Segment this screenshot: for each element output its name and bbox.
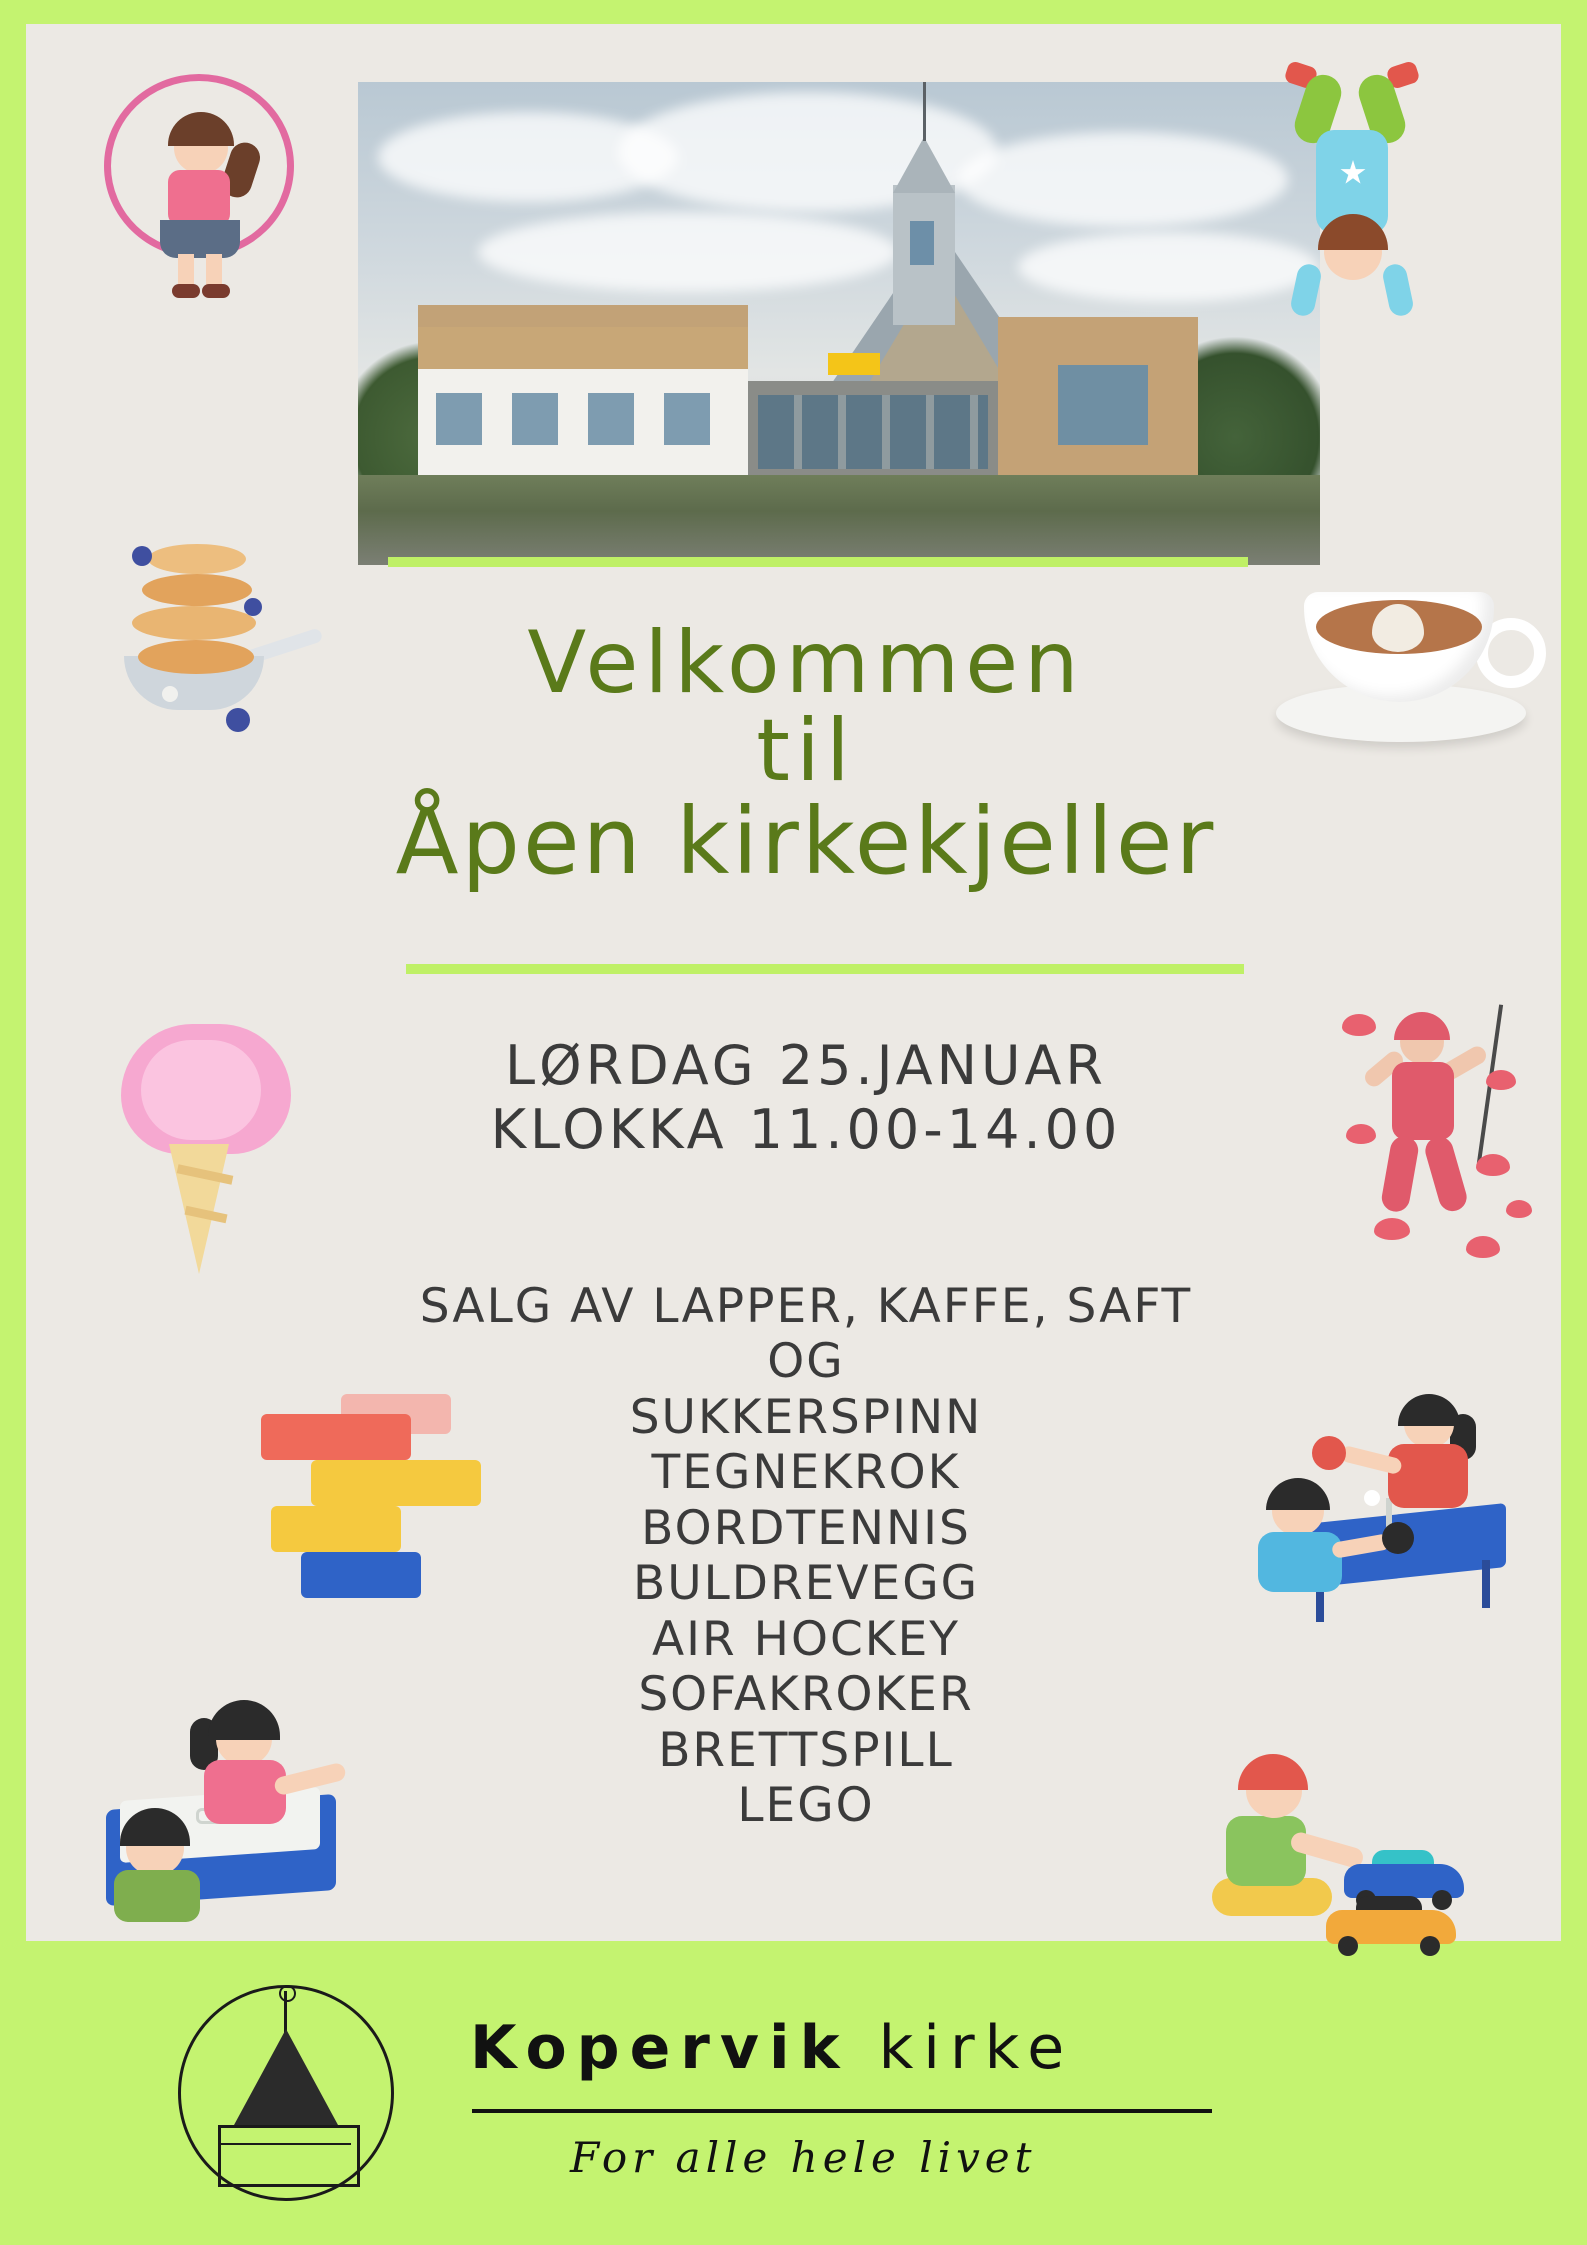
brand-tagline: For alle hele livet [570,2133,1037,2182]
list-item: BULDREVEGG [632,1556,980,1612]
accent-rule-top [388,557,1248,567]
church-side-window [1058,365,1148,445]
church-wing-windows [436,393,736,445]
page-title [166,613,1446,896]
headline-line-2: til [756,700,856,801]
list-item: LEGO [737,1778,875,1834]
accent-rule-bottom [406,964,1244,974]
church-entry-glass [758,395,988,469]
jump-rope-girl-icon [96,64,296,294]
brand-divider [472,2109,1212,2113]
list-item: AIR HOCKEY [652,1611,960,1667]
list-item: SALG AV LAPPER, KAFFE, SAFT [419,1279,1193,1334]
event-date: LØRDAG 25.JANUAR [505,1034,1107,1097]
event-time: KLOKKA 11.00-14.00 [490,1097,1122,1161]
climbing-girl-icon [1336,1004,1536,1274]
lego-bricks-icon [241,1384,501,1634]
poster-footer [0,1941,1587,2245]
list-item: BRETTSPILL [658,1722,954,1778]
cloud [958,132,1288,227]
event-datetime [166,1034,1446,1161]
list-item: TEGNEKROK [651,1445,961,1501]
poster-body [26,24,1561,1941]
church-wing-band [418,327,748,369]
air-hockey-kids-icon [86,1674,386,1924]
brand-block [470,2013,1400,2182]
coffee-latte-cup-icon [1276,564,1526,754]
church-tower-window [910,221,934,265]
headline-line-1: Velkommen [527,613,1085,713]
brand-name-bold: Kopervik [470,2013,850,2083]
handstand-kid-icon [1246,64,1466,324]
kopervik-kirke-logo-icon [178,1985,394,2201]
church-tower-top [893,137,955,193]
pancakes-pan-icon [104,494,294,744]
list-item: SOFAKROKER [638,1667,974,1723]
list-item: SUKKERSPINN [629,1389,983,1445]
brand-name-light: kirke [878,2013,1075,2083]
ground [358,475,1320,565]
list-item: OG [767,1334,845,1390]
headline-line-3: Åpen kirkekjeller [395,788,1217,896]
church-sign [828,353,880,375]
list-item: BORDTENNIS [641,1500,971,1556]
church-spire [923,82,926,141]
cotton-candy-icon [111,1024,301,1284]
table-tennis-kids-icon [1236,1394,1526,1644]
brand-name [470,2013,1400,2083]
church-photo [358,82,1320,565]
